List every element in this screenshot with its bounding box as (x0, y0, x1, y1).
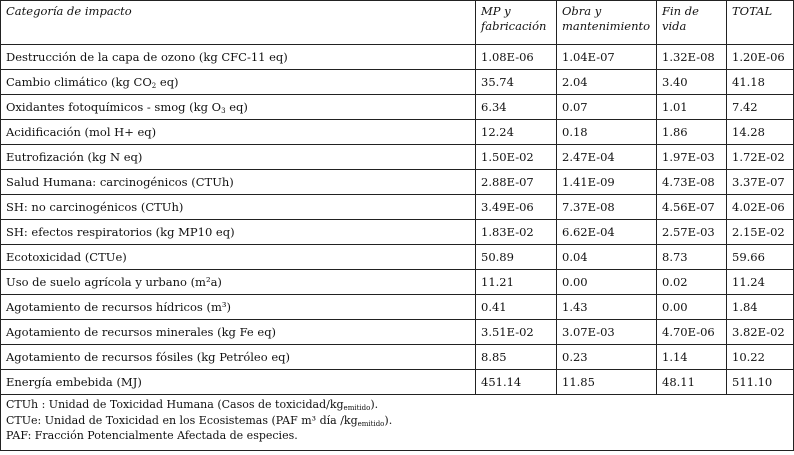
cell-mp: 35.74 (476, 70, 557, 95)
cell-total: 11.24 (727, 270, 794, 295)
cell-mp: 2.88E-07 (476, 170, 557, 195)
row-category: Acidificación (mol H+ eq) (1, 120, 476, 145)
cell-mp: 12.24 (476, 120, 557, 145)
header-row (1, 1, 794, 45)
row-category: Cambio climático (kg $CO_2$ eq) (1, 70, 476, 95)
cell-fin: 1.01 (657, 95, 727, 120)
row-category: Agotamiento de recursos fósiles (kg Petróleo eq) (1, 345, 476, 370)
cell-mp: 451.14 (476, 370, 557, 395)
row-category: SH: efectos respiratorios (kg MP10 eq) (1, 220, 476, 245)
table-row (1, 270, 794, 295)
table-row (1, 295, 794, 320)
table-row (1, 170, 794, 195)
cell-total: 3.82E-02 (727, 320, 794, 345)
cell-obra: 1.43 (557, 295, 657, 320)
cell-fin: 4.73E-08 (657, 170, 727, 195)
cell-obra: 0.04 (557, 245, 657, 270)
cell-total: 7.42 (727, 95, 794, 120)
cell-fin: 3.40 (657, 70, 727, 95)
row-category: Eutrofización (kg N eq) (1, 145, 476, 170)
cell-fin: 48.11 (657, 370, 727, 395)
header-total: TOTAL (727, 1, 794, 45)
table-row (1, 220, 794, 245)
cell-total: 4.02E-06 (727, 195, 794, 220)
cell-total: 10.22 (727, 345, 794, 370)
cell-obra: 1.41E-09 (557, 170, 657, 195)
cell-obra: 3.07E-03 (557, 320, 657, 345)
cell-mp: 50.89 (476, 245, 557, 270)
cell-obra: 2.47E-04 (557, 145, 657, 170)
row-category: Destrucción de la capa de ozono (kg CFC-11 eq) (1, 45, 476, 70)
cell-mp: 1.83E-02 (476, 220, 557, 245)
footnote-ctuh: CTUh : Unidad de Toxicidad Humana (Casos de toxicidad/$kg_{emitido}$). (6, 398, 379, 412)
cell-total: 41.18 (727, 70, 794, 95)
footnote-ctue: CTUe: Unidad de Toxicidad en los Ecosistemas (PAF m³ día $/kg_{emitido}$). (6, 413, 393, 428)
cell-obra: 6.62E-04 (557, 220, 657, 245)
header-fin: Fin de vida (657, 1, 727, 45)
row-category: Agotamiento de recursos minerales (kg Fe eq) (1, 320, 476, 345)
footnotes (1, 395, 794, 451)
footnote-paf: PAF: Fracción Potencialmente Afectada de especies. (6, 429, 298, 442)
row-category: Salud Humana: carcinogénicos (CTUh) (1, 170, 476, 195)
cell-total: 1.72E-02 (727, 145, 794, 170)
cell-total: 3.37E-07 (727, 170, 794, 195)
cell-fin: 1.97E-03 (657, 145, 727, 170)
cell-mp: 0.41 (476, 295, 557, 320)
table-row (1, 70, 794, 95)
cell-fin: 1.32E-08 (657, 45, 727, 70)
cell-obra: 1.04E-07 (557, 45, 657, 70)
footnote-row (1, 395, 794, 451)
cell-total: 59.66 (727, 245, 794, 270)
cell-total: 14.28 (727, 120, 794, 145)
cell-mp: 1.50E-02 (476, 145, 557, 170)
row-category: Ecotoxicidad (CTUe) (1, 245, 476, 270)
cell-total: 2.15E-02 (727, 220, 794, 245)
cell-total: 1.84 (727, 295, 794, 320)
table-row (1, 370, 794, 395)
cell-mp: 3.51E-02 (476, 320, 557, 345)
header-mp: MP y fabricación (476, 1, 557, 45)
cell-mp: 6.34 (476, 95, 557, 120)
cell-obra: 7.37E-08 (557, 195, 657, 220)
cell-mp: 3.49E-06 (476, 195, 557, 220)
cell-mp: 1.08E-06 (476, 45, 557, 70)
header-obra: Obra y mantenimiento (557, 1, 657, 45)
row-category: SH: no carcinogénicos (CTUh) (1, 195, 476, 220)
cell-fin: 1.14 (657, 345, 727, 370)
cell-fin: 8.73 (657, 245, 727, 270)
cell-mp: 8.85 (476, 345, 557, 370)
cell-fin: 4.56E-07 (657, 195, 727, 220)
table-row (1, 345, 794, 370)
cell-obra: 0.23 (557, 345, 657, 370)
row-category: Oxidantes fotoquímicos - smog (kg $O_3$ eq) (1, 95, 476, 120)
cell-total: 511.10 (727, 370, 794, 395)
table-row (1, 195, 794, 220)
table-row (1, 95, 794, 120)
cell-obra: 0.18 (557, 120, 657, 145)
table-row (1, 120, 794, 145)
table-row (1, 320, 794, 345)
table-row (1, 45, 794, 70)
cell-fin: 2.57E-03 (657, 220, 727, 245)
row-category: Energía embebida (MJ) (1, 370, 476, 395)
row-category: Agotamiento de recursos hídricos (m³) (1, 295, 476, 320)
cell-fin: 0.00 (657, 295, 727, 320)
cell-obra: 11.85 (557, 370, 657, 395)
cell-fin: 0.02 (657, 270, 727, 295)
cell-obra: 0.00 (557, 270, 657, 295)
cell-mp: 11.21 (476, 270, 557, 295)
cell-fin: 1.86 (657, 120, 727, 145)
row-category: Uso de suelo agrícola y urbano (m²a) (1, 270, 476, 295)
table-row (1, 145, 794, 170)
cell-obra: 0.07 (557, 95, 657, 120)
header-category: Categoría de impacto (1, 1, 476, 45)
cell-fin: 4.70E-06 (657, 320, 727, 345)
cell-obra: 2.04 (557, 70, 657, 95)
table-row (1, 245, 794, 270)
cell-total: 1.20E-06 (727, 45, 794, 70)
